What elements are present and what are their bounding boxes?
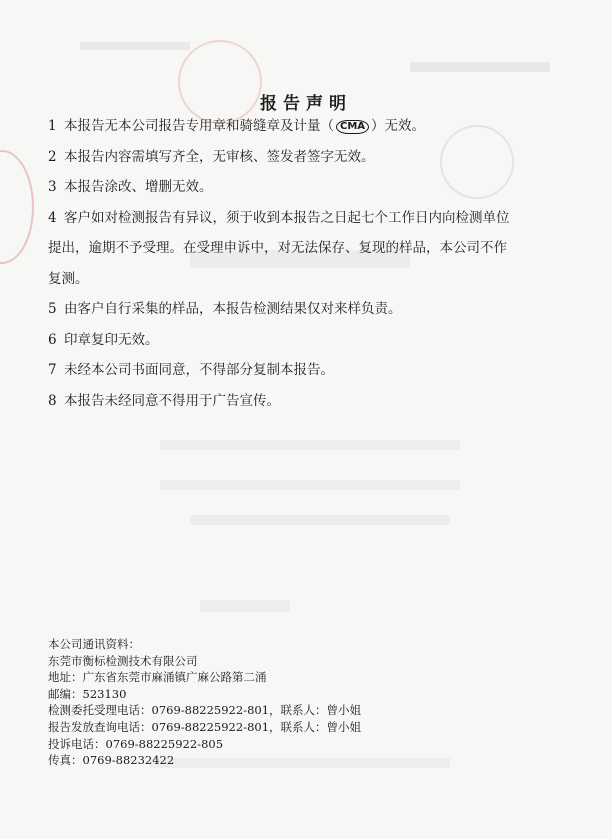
bleed-through-bar — [80, 42, 190, 50]
clause-number: 3 — [48, 179, 57, 195]
clause-text: 客户如对检测报告有异议，须于收到本报告之日起七个工作日内向检测单位 — [64, 209, 510, 226]
clause-number: 4 — [48, 209, 57, 226]
fax-number: 传真：0769-88232422 — [48, 753, 175, 768]
clause-7 — [48, 355, 568, 386]
statement-clauses — [48, 111, 568, 416]
cma-mark-icon: CMA — [336, 120, 369, 134]
clause-4-continued — [48, 264, 568, 295]
clause-number: 1 — [48, 118, 57, 134]
clause-8 — [48, 386, 568, 417]
clause-4-continued — [48, 233, 568, 264]
clause-text: 复测。 — [48, 270, 89, 287]
clause-1 — [48, 111, 568, 142]
bleed-through-bar — [160, 440, 460, 450]
bleed-through-bar — [160, 480, 460, 490]
clause-text: 印章复印无效。 — [64, 331, 159, 348]
clause-number: 6 — [48, 331, 57, 348]
clause-text: 提出，逾期不予受理。在受理申诉中，对无法保存、复现的样品，本公司不作 — [48, 240, 507, 256]
clause-number: 8 — [48, 392, 57, 409]
clause-text: 未经本公司书面同意，不得部分复制本报告。 — [64, 362, 334, 378]
clause-number: 5 — [48, 301, 57, 317]
clause-text: 本报告涂改、增删无效。 — [64, 179, 213, 195]
clause-4 — [48, 203, 568, 234]
bleed-through-bar — [190, 515, 450, 525]
clause-text: 本报告无本公司报告专用章和骑缝章及计量（ — [64, 118, 334, 134]
postcode: 邮编：523130 — [48, 686, 127, 701]
page-title: 报告声明 — [260, 94, 352, 115]
clause-number: 2 — [48, 148, 57, 165]
contact-heading: 本公司通讯资料： — [48, 637, 140, 651]
company-address: 地址：广东省东莞市麻涌镇广麻公路第二涌 — [48, 670, 267, 685]
report-query-phone: 报告发放查询电话：0769-88225922-801，联系人：曾小姐 — [48, 719, 362, 734]
red-seal-mark — [0, 150, 34, 264]
clause-text: 由客户自行采集的样品，本报告检测结果仅对来样负责。 — [64, 301, 402, 317]
complaint-phone: 投诉电话：0769-88225922-805 — [48, 736, 224, 751]
contact-info — [48, 636, 361, 769]
clause-2 — [48, 142, 568, 173]
bleed-through-bar — [410, 62, 550, 72]
commission-phone: 检测委托受理电话：0769-88225922-801，联系人：曾小姐 — [48, 703, 362, 718]
clause-text: 本报告未经同意不得用于广告宣传。 — [64, 392, 280, 409]
clause-number: 7 — [48, 362, 57, 378]
clause-text: ）无效。 — [371, 118, 426, 134]
clause-text: 本报告内容需填写齐全，无审核、签发者签字无效。 — [64, 148, 375, 165]
company-name: 东莞市衡标检测技术有限公司 — [48, 653, 198, 668]
clause-3 — [48, 172, 568, 203]
clause-5 — [48, 294, 568, 325]
clause-6 — [48, 325, 568, 356]
bleed-through-bar — [200, 600, 290, 612]
